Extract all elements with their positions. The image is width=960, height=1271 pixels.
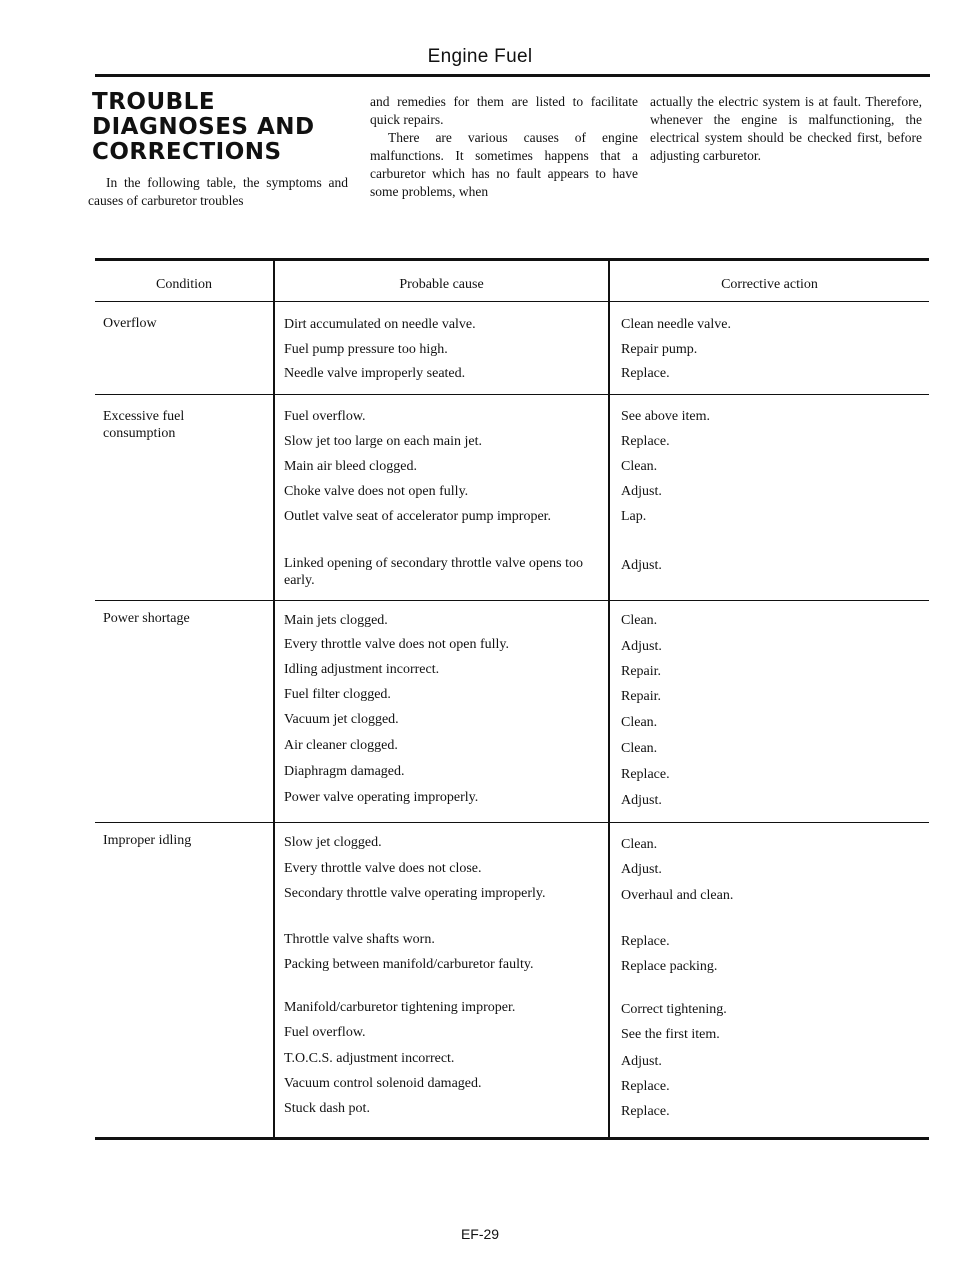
cause-line: Diaphragm damaged.: [284, 764, 405, 779]
action-line: Correct tightening.: [621, 1002, 727, 1017]
action-line: Replace.: [621, 1079, 670, 1094]
action-line: See above item.: [621, 409, 711, 424]
action-line: Adjust.: [621, 862, 662, 877]
cause-line: Choke valve does not open fully.: [284, 484, 469, 499]
action-line: Adjust.: [621, 1054, 662, 1069]
cause-line: Packing between manifold/carburetor faulty.: [284, 957, 534, 972]
table-top-rule: [95, 258, 929, 261]
action-line: Clean.: [621, 741, 658, 756]
action-line: Repair pump.: [621, 342, 698, 357]
heading-line: TROUBLE: [92, 89, 216, 115]
cause-line: Stuck dash pot.: [284, 1101, 370, 1116]
cause-line: Fuel overflow.: [284, 1025, 366, 1040]
cause-line: Slow jet too large on each main jet.: [284, 434, 483, 449]
cause-line: Power valve operating improperly.: [284, 790, 479, 805]
cause-line: Vacuum control solenoid damaged.: [284, 1076, 482, 1091]
condition-improper-idling: Improper idling: [103, 833, 192, 848]
cause-line: Manifold/carburetor tightening improper.: [284, 1000, 516, 1015]
action-line: Adjust.: [621, 558, 662, 573]
action-line: Replace.: [621, 366, 670, 381]
cause-line: Main air bleed clogged.: [284, 459, 417, 474]
action-line: Replace.: [621, 1104, 670, 1119]
action-line: Clean.: [621, 837, 658, 852]
column-divider: [273, 258, 275, 1140]
action-line: Clean needle valve.: [621, 317, 732, 332]
cause-line: Main jets clogged.: [284, 613, 388, 628]
intro-column-2: [370, 93, 638, 201]
column-header-cause: Probable cause: [399, 277, 484, 292]
intro-column-1: [88, 174, 348, 210]
cause-line: Dirt accumulated on needle valve.: [284, 317, 476, 332]
column-header-action: Corrective action: [721, 277, 818, 292]
cause-line: Every throttle valve does not open fully.: [284, 637, 509, 652]
column-header-condition: Condition: [155, 277, 212, 292]
action-line: Overhaul and clean.: [621, 888, 734, 903]
cause-line: Needle valve improperly seated.: [284, 366, 466, 381]
action-line: Replace packing.: [621, 959, 718, 974]
cause-line: Linked opening of secondary throttle valve opens too early.: [284, 556, 583, 588]
action-line: Lap.: [621, 509, 647, 524]
action-line: Replace.: [621, 767, 670, 782]
cause-line: Slow jet clogged.: [284, 835, 382, 850]
action-line: Clean.: [621, 613, 658, 628]
action-line: Replace.: [621, 434, 670, 449]
action-line: Repair.: [621, 689, 662, 704]
action-line: See the first item.: [621, 1027, 720, 1042]
condition-excessive-fuel-consumption: Excessive fuel consumption: [103, 409, 185, 441]
condition-overflow: Overflow: [103, 316, 157, 331]
page-number: EF-29: [460, 1226, 500, 1242]
cause-line: Secondary throttle valve operating improperly.: [284, 886, 546, 901]
heading-line: CORRECTIONS: [92, 139, 282, 165]
table-bottom-rule: [95, 1137, 929, 1140]
action-line: Clean.: [621, 715, 658, 730]
cause-line: Vacuum jet clogged.: [284, 712, 399, 727]
header-rule: [95, 74, 930, 77]
cause-line: Air cleaner clogged.: [284, 738, 398, 753]
page-header-title: Engine Fuel: [427, 46, 533, 67]
action-line: Adjust.: [621, 639, 662, 654]
table-header-rule: [95, 301, 929, 302]
group-divider: [95, 394, 929, 395]
intro-paragraph: In the following table, the symptoms and causes of carburetor troubles: [88, 175, 348, 208]
cause-line: Fuel pump pressure too high.: [284, 342, 448, 357]
cause-line: Throttle valve shafts worn.: [284, 932, 435, 947]
column-divider: [608, 258, 610, 1140]
cause-line: Outlet valve seat of accelerator pump improper.: [284, 509, 552, 524]
cause-line: Fuel overflow.: [284, 409, 366, 424]
intro-paragraph: actually the electric system is at fault. Therefore, whenever the engine is malfunctioning, the electrical system should be checked first, before adjusting carburetor.: [650, 94, 922, 163]
action-line: Adjust.: [621, 484, 662, 499]
heading-line: DIAGNOSES AND: [92, 114, 315, 140]
group-divider: [95, 822, 929, 823]
action-line: Repair.: [621, 664, 662, 679]
group-divider: [95, 600, 929, 601]
intro-paragraph: and remedies for them are listed to facilitate quick repairs.: [370, 94, 638, 127]
trouble-diagnosis-table: [95, 258, 929, 1140]
action-line: Adjust.: [621, 793, 662, 808]
cause-line: Every throttle valve does not close.: [284, 861, 482, 876]
cause-line: T.O.C.S. adjustment incorrect.: [284, 1051, 455, 1066]
cause-line: Fuel filter clogged.: [284, 687, 391, 702]
intro-paragraph: There are various causes of engine malfunctions. It sometimes happens that a carburetor which has no fault appears to have some problems, when: [370, 130, 638, 199]
condition-power-shortage: Power shortage: [103, 611, 190, 626]
section-heading: [92, 90, 332, 165]
cause-line: Idling adjustment incorrect.: [284, 662, 440, 677]
action-line: Replace.: [621, 934, 670, 949]
intro-column-3: [650, 93, 922, 165]
action-line: Clean.: [621, 459, 658, 474]
